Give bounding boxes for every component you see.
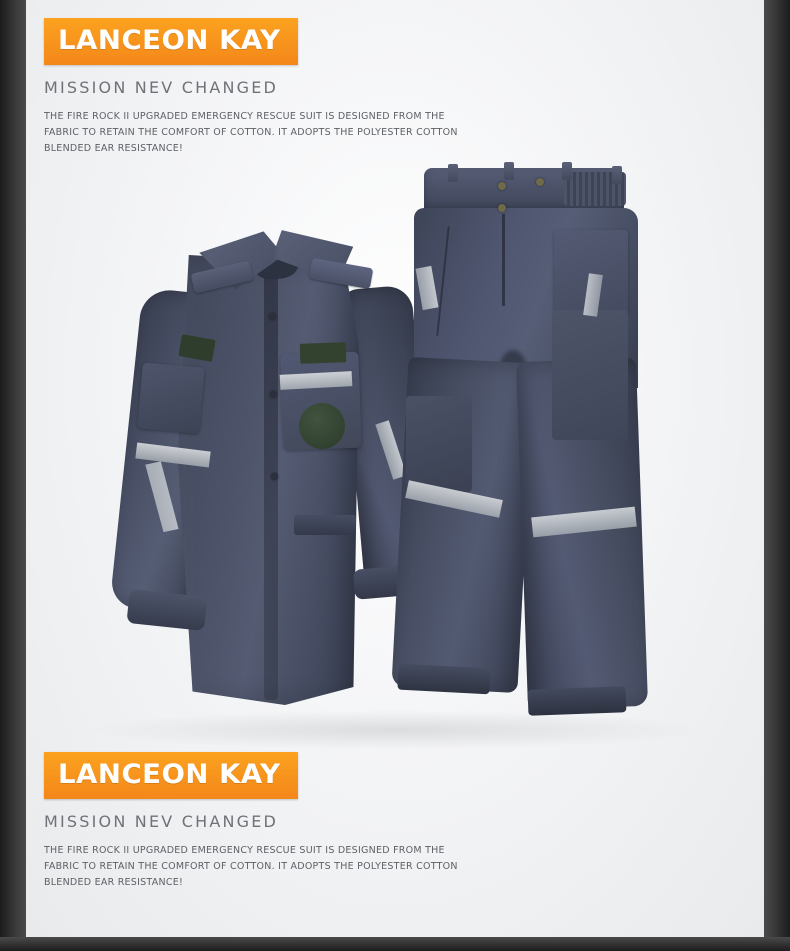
jacket-button-1 — [269, 313, 276, 320]
banner-bottom — [44, 752, 744, 891]
pants-belt-loop-1 — [448, 164, 458, 182]
bottom-frame-edge — [0, 937, 790, 951]
jacket-cuff-left — [126, 589, 207, 631]
pants-belt-loop-4 — [612, 166, 622, 184]
brand-title-bottom: LANCEON KAY — [58, 759, 281, 790]
jacket-velcro-patch-rect — [300, 342, 347, 364]
jacket-button-2 — [270, 391, 277, 398]
product-illustration — [26, 150, 764, 740]
pants-cuff-left — [397, 664, 490, 695]
jacket-velcro-patch-round — [299, 403, 345, 449]
pants-cargo-pocket-right-lower — [552, 310, 628, 440]
jacket-waist-tab — [294, 515, 356, 535]
pants-belt-loop-2 — [504, 162, 514, 180]
brand-title-top: LANCEON KAY — [58, 25, 281, 56]
banner-top — [44, 18, 744, 157]
pants-cuff-right — [528, 686, 627, 715]
left-frame-edge — [0, 0, 26, 951]
right-frame-edge — [764, 0, 790, 951]
title-plate-top — [44, 18, 298, 65]
content-sheet — [26, 0, 764, 937]
jacket-chest-pocket-left — [137, 362, 205, 433]
pants-fly-seam — [502, 214, 505, 306]
pants-waist-button-2 — [498, 204, 506, 212]
pants-waist-button-1 — [498, 182, 506, 190]
pants-cargo-pocket-left — [406, 396, 472, 492]
pants-waist-button-3 — [536, 178, 544, 186]
body-copy-top: THE FIRE ROCK II UPGRADED EMERGENCY RESCUE SUIT IS DESIGNED FROM THE FABRIC TO RETAIN THE COMFORT OF COTTON. IT ADOPTS THE POLYESTER COTTON BLENDED EAR RESISTANCE! — [44, 111, 458, 154]
subtitle-bottom: MISSION NEV CHANGED — [44, 812, 279, 831]
jacket-button-3 — [271, 473, 278, 480]
pants-belt-loop-3 — [562, 162, 572, 180]
body-copy-bottom: THE FIRE ROCK II UPGRADED EMERGENCY RESCUE SUIT IS DESIGNED FROM THE FABRIC TO RETAIN THE COMFORT OF COTTON. IT ADOPTS THE POLYESTER COTTON BLENDED EAR RESISTANCE! — [44, 845, 458, 888]
subtitle-top: MISSION NEV CHANGED — [44, 78, 279, 97]
title-plate-bottom — [44, 752, 298, 799]
rescue-pants — [376, 160, 676, 740]
jacket-placket — [264, 270, 278, 700]
